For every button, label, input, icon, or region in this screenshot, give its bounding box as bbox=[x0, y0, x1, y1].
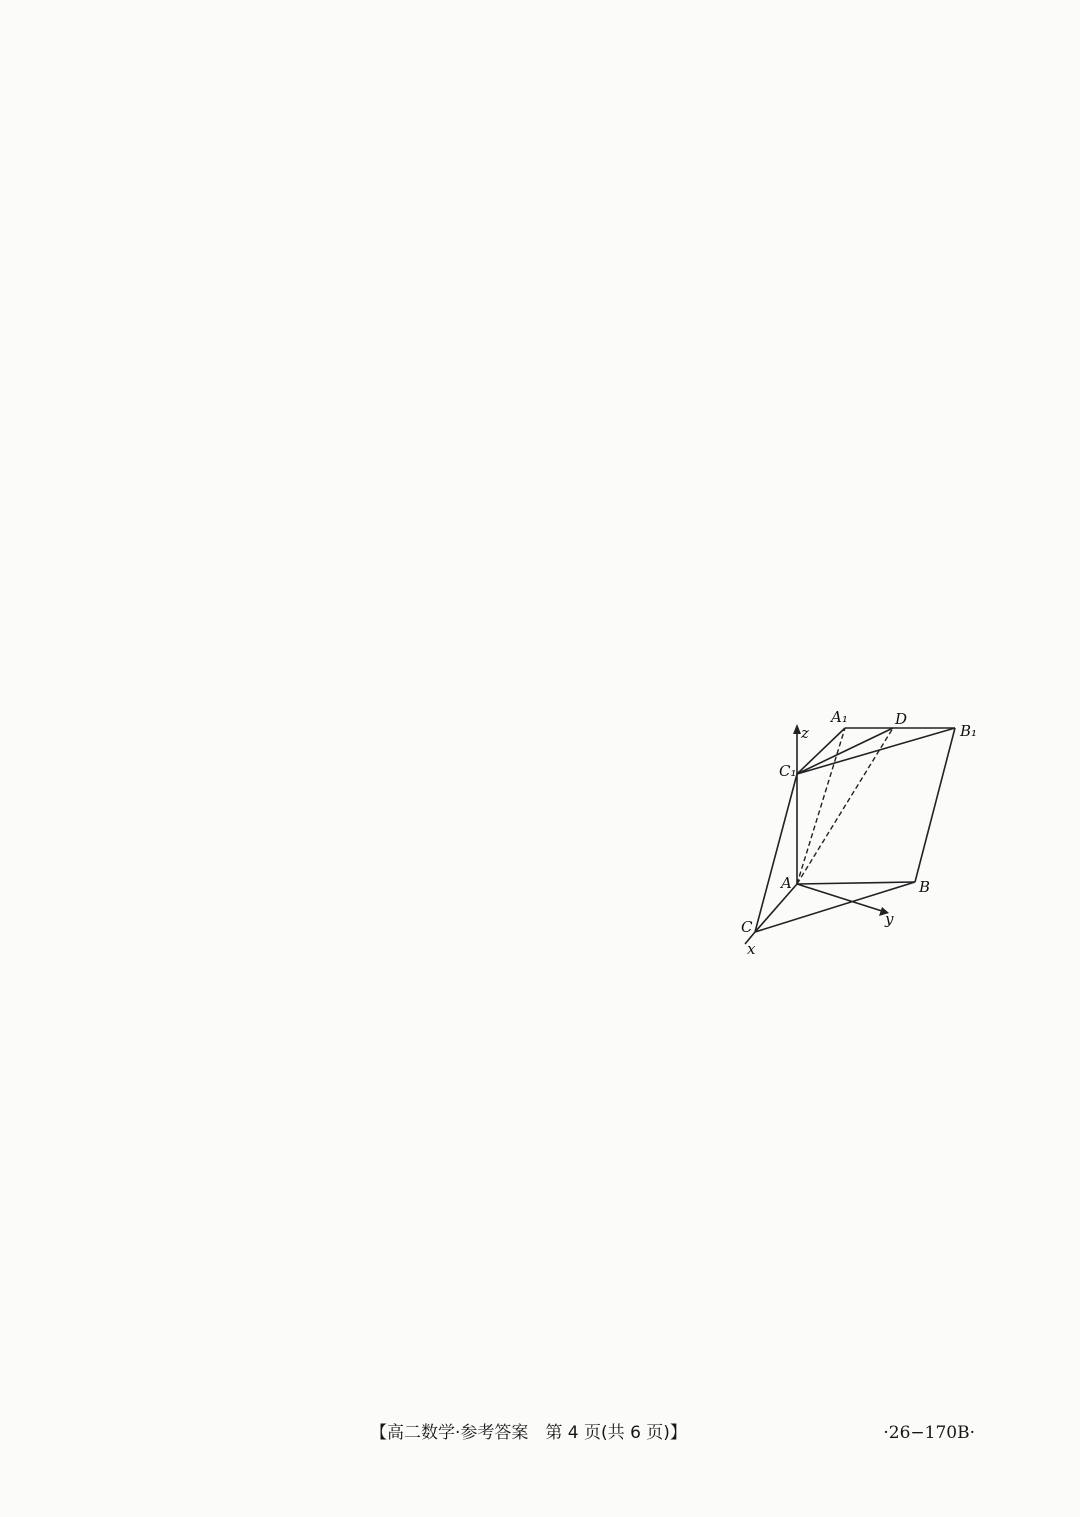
label-y: y bbox=[885, 910, 894, 928]
edge-a-b bbox=[797, 882, 915, 884]
y-axis bbox=[797, 884, 885, 912]
label-b: B bbox=[919, 878, 931, 896]
label-c1: C₁ bbox=[779, 762, 797, 780]
footer-center: 【高二数学·参考答案 第 4 页(共 6 页)】 bbox=[370, 1423, 687, 1443]
label-z: z bbox=[801, 724, 809, 742]
label-a1: A₁ bbox=[831, 708, 848, 726]
label-a: A bbox=[781, 874, 792, 892]
edge-b1-b bbox=[915, 728, 955, 882]
prism-figure bbox=[735, 702, 995, 964]
label-x: x bbox=[747, 940, 756, 958]
label-c: C bbox=[741, 918, 753, 936]
label-b1: B₁ bbox=[960, 722, 978, 740]
page-footer bbox=[0, 1418, 1080, 1448]
z-arrowhead bbox=[793, 724, 801, 734]
label-d: D bbox=[895, 710, 908, 728]
footer-right: ·26−170B· bbox=[883, 1423, 975, 1443]
